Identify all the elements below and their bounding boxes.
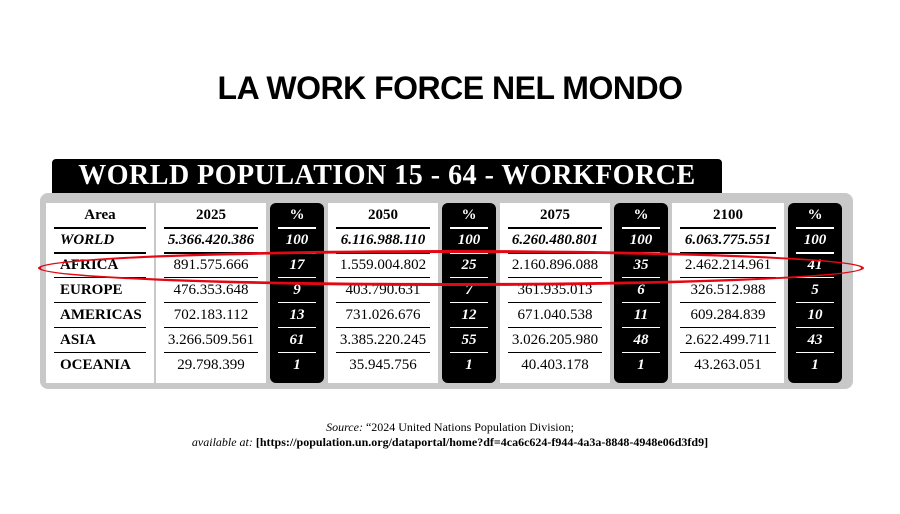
table-cell: 100 [285, 232, 309, 248]
column-v2075 [500, 203, 610, 383]
table-cell: 326.512.988 [690, 282, 766, 298]
table-cell: 100 [803, 232, 827, 248]
table-cell: 361.935.013 [517, 282, 593, 298]
table-cell: 35 [633, 257, 649, 273]
table-cell: 61 [289, 332, 305, 348]
table-cell: 13 [289, 307, 305, 323]
table-cell: 35.945.756 [349, 357, 417, 373]
column-p2050 [442, 203, 496, 383]
table-cell: 2.622.499.711 [685, 332, 771, 348]
table-cell: 3.385.220.245 [339, 332, 427, 348]
column-p2025 [270, 203, 324, 383]
availability-line [0, 435, 900, 450]
table-cell: 6.260.480.801 [511, 232, 599, 248]
table-cell: 3.266.509.561 [167, 332, 255, 348]
table-cell: AMERICAS [60, 307, 142, 323]
table-cell: 5 [811, 282, 819, 298]
available-label: available at: [191, 435, 253, 449]
table-cell: 1 [465, 357, 473, 373]
table-cell: 702.183.112 [173, 307, 249, 323]
table-cell: 100 [457, 232, 481, 248]
table-cell: 12 [461, 307, 477, 323]
column-p2075 [614, 203, 668, 383]
column-area [46, 203, 154, 383]
column-header: 2075 [540, 207, 570, 223]
table-cell: 1 [293, 357, 301, 373]
table-cell: 1 [637, 357, 645, 373]
table-cell: 609.284.839 [690, 307, 766, 323]
source-text: “2024 United Nations Population Division; [365, 420, 574, 434]
table-cell: 2.160.896.088 [511, 257, 599, 273]
page-title: LA WORK FORCE NEL MONDO [217, 70, 683, 106]
column-v2025 [156, 203, 266, 383]
column-header: 2025 [196, 207, 226, 223]
table-cell: 476.353.648 [173, 282, 249, 298]
column-header: % [633, 207, 649, 223]
table-cell: 43 [807, 332, 823, 348]
table-cell: 5.366.420.386 [167, 232, 255, 248]
table-cell: OCEANIA [60, 357, 131, 373]
table-cell: AFRICA [60, 257, 119, 273]
column-header: 2100 [713, 207, 743, 223]
column-header: % [461, 207, 477, 223]
table-cell: 1 [811, 357, 819, 373]
table-cell: 48 [633, 332, 649, 348]
column-header: Area [84, 207, 116, 223]
table-cell: 25 [461, 257, 477, 273]
table-cell: 40.403.178 [521, 357, 589, 373]
table-cell: WORLD [60, 232, 115, 248]
table-cell: 10 [807, 307, 823, 323]
table-cell: 3.026.205.980 [511, 332, 599, 348]
source-note [0, 420, 900, 450]
table-cell: 403.790.631 [345, 282, 421, 298]
africa-highlight-oval [38, 250, 864, 286]
table-cell: 41 [807, 257, 823, 273]
table-cell: 731.026.676 [345, 307, 421, 323]
column-header: % [289, 207, 305, 223]
source-url: [https://population.un.org/dataportal/home?df=4ca6c624-f944-4a3a-8848-4948e06d3fd9] [255, 435, 709, 449]
column-v2100 [672, 203, 784, 383]
table-cell: 7 [465, 282, 473, 298]
table-cell: 6.063.775.551 [684, 232, 772, 248]
table-cell: ASIA [60, 332, 96, 348]
table-title: WORLD POPULATION 15 - 64 - WORKFORCE [52, 159, 722, 193]
table-cell: 17 [289, 257, 305, 273]
column-p2100 [788, 203, 842, 383]
table-cell: 55 [461, 332, 477, 348]
column-header: % [807, 207, 823, 223]
table-cell: 1.559.004.802 [339, 257, 427, 273]
table-cell: 100 [629, 232, 653, 248]
column-v2050 [328, 203, 438, 383]
source-line [0, 420, 900, 435]
source-label: Source: [326, 420, 363, 434]
table-cell: 6 [637, 282, 645, 298]
table-cell: 43.263.051 [694, 357, 762, 373]
table-cell: 11 [633, 307, 649, 323]
table-cell: 9 [293, 282, 301, 298]
table-cell: 6.116.988.110 [340, 232, 426, 248]
table-cell: 891.575.666 [173, 257, 249, 273]
table-cell: 671.040.538 [517, 307, 593, 323]
table-cell: EUROPE [60, 282, 123, 298]
column-header: 2050 [368, 207, 398, 223]
table-cell: 29.798.399 [177, 357, 245, 373]
table-cell: 2.462.214.961 [684, 257, 772, 273]
